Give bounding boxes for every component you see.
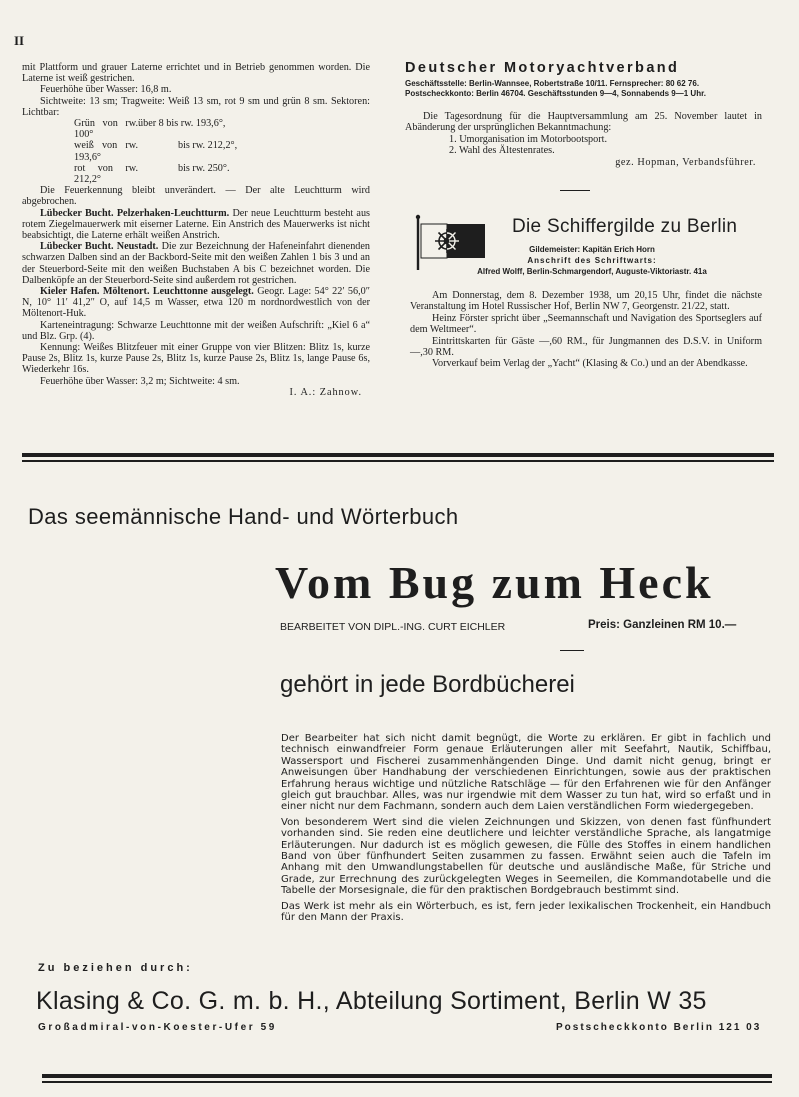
gildemeister: Gildemeister: Kapitän Erich Horn (529, 245, 655, 254)
sector-row (22, 140, 370, 162)
sector-cell: Grün von rw. 100° (74, 118, 138, 141)
gilde-anschrift-label: Anschrift des Schriftwarts: (527, 256, 657, 265)
notice-paragraph (22, 286, 370, 320)
separator-rule (22, 460, 774, 462)
notice-text: Die zur Bezeichnung der Hafeneinfahrt dienenden schwarzen Dalben sind an der Backbord-Seite mit den weißen Zahlen 1 bis 3 und an der Steuerbord-Seite mit den weißen Buchstaben A bis C bezeichnet worden. Die Dalbenköpfe an der Steuerbord-Seite sind außerdem rot gestrichen. (22, 241, 370, 286)
sector-cell: bis rw. 250°. (178, 162, 230, 174)
divider (560, 650, 584, 651)
ad-heading: Das seemännische Hand- und Wörterbuch (28, 504, 459, 529)
bottom-rule (42, 1074, 772, 1078)
description-paragraph: Das Werk ist mehr als ein Wörterbuch, es ist, fern jeder lexikalischen Trockenheit, ein Handbuch für den Mann der Praxis. (281, 900, 771, 924)
gilde-text: Am Donnerstag, dem 8. Dezember 1938, um 20,15 Uhr, findet die nächste Veranstaltung im Hotel Russischer Hof, Berlin NW 7, Georgenstr. 21/22, statt. (410, 290, 762, 313)
gilde-contact (412, 244, 772, 277)
notice-heading: Lübecker Bucht. Neustadt. (40, 241, 159, 253)
notice-text: mit Plattform und grauer Laterne errichtet und in Betrieb genommen worden. Die Laterne ist weiß gestrichen. (22, 62, 370, 85)
dmyv-agenda-item: 1. Umorganisation im Motorbootsport. (449, 133, 607, 145)
notice-text: Karteneintragung: Schwarze Leuchttonne mit der weißen Aufschrift: „Kiel 6 a“ und Blz. Grp. (4). (22, 319, 370, 342)
notice-text: Sichtweite: 13 sm; Tragweite: Weiß 13 sm, rot 9 sm und grün 8 sm. Sektoren: Lichtbar: (22, 95, 370, 118)
sector-cell: über 8 bis rw. 193,6°, (138, 118, 226, 130)
notice-text: Geogr. Lage: 54° 22′ 56,0″ N, 10° 11′ 41,2″ O, auf 14,5 m Wasser, etwa 120 m nordnordwestlich von der Möltenort-Huk. (22, 286, 371, 320)
dmyv-signature: gez. Hopman, Verbandsführer. (615, 156, 756, 168)
dmyv-agenda-item: 2. Wahl des Ältestenrates. (449, 145, 555, 157)
page-number: II (14, 33, 25, 48)
signature: I. A.: Zahnow. (289, 386, 362, 398)
ordering-label: Zu beziehen durch: (38, 962, 193, 974)
book-price: Preis: Ganzleinen RM 10.— (588, 619, 737, 631)
dmyv-notice (405, 60, 762, 168)
description-paragraph: Von besonderem Wert sind die vielen Zeichnungen und Skizzen, von denen fast fünfhundert vorhanden sind. Sie reden eine deutlichere und leichter verständliche Sprache, als langatmige Erläuterungen. Nur dadurch ist es möglich gewesen, die Fülle des Stoffes in einem handlichen Band von über fünfhundert Seiten zusammen zu fassen. Erwähnt seien auch die Tafeln im Anhang mit den Umwandlungstabellen für deutsche und ausländische Maße, für Striche und Grade, zur Errechnung des zurückgelegten Weges in Seemeilen, die Kommandotabelle und die Tabelle der Morsesignale, die für den praktischen Bordgebrauch bestimmt sind. (281, 816, 771, 897)
notice-text: Der neue Leuchtturm besteht aus rotem Ziegelmauerwerk mit eiserner Laterne. Ein Anstrich des Mauerwerks ist nicht beabsichtigt, die Laterne erhält weißen Anstrich. (22, 207, 370, 242)
dmyv-account: Postscheckkonto: Berlin 46704. Geschäftsstunden 9—4, Sonnabends 9—1 Uhr. (405, 89, 706, 98)
gilde-text: Vorverkauf beim Verlag der „Yacht“ (Klasing & Co.) und an der Abendkasse. (432, 358, 748, 370)
dmyv-title: Deutscher Motoryachtverband (405, 60, 680, 76)
gilde-title: Die Schiffergilde zu Berlin (512, 216, 738, 237)
notice-text: Feuerhöhe über Wasser: 3,2 m; Sichtweite: 4 sm. (40, 375, 240, 387)
sector-row (22, 163, 370, 185)
description-paragraph: Der Bearbeiter hat sich nicht damit begnügt, die Worte zu erklären. Er gibt in fachlich und technisch einwandfreier Form genaue Erläuterungen aller mit Seefahrt, Nautik, Schiffbau, Wassersport und Fischerei zusammenhängenden Dinge. Und damit nicht genug, bringt er Anweisungen über Handhabung der verschiedenen Einrichtungen, sowie aus der praktischen Erfahrung heraus wichtige und nützliche Ratschläge — für den Erfahrenen wie für den Anfänger gleich gut brauchbar. Alles, was nur irgendwie mit dem Wasser zu tun hat, wird so erfaßt und in einer nicht nur dem Fachmann, sondern auch dem Laien verständlichen Form wiedergegeben. (281, 733, 771, 813)
dmyv-text: Die Tagesordnung für die Hauptversammlung am 25. November lautet in Abänderung der ursprünglichen Bekanntmachung: (405, 111, 762, 134)
notice-heading: Kieler Hafen. Möltenort. Leuchttonne ausgelegt. (40, 286, 254, 298)
book-description (281, 733, 771, 924)
notice-text: Die Feuerkennung bleibt unverändert. — Der alte Leuchtturm wird abgebrochen. (22, 185, 370, 208)
nautical-notices-column (22, 62, 370, 398)
notice-text: Kennung: Weißes Blitzfeuer mit einer Gruppe von vier Blitzen: Blitz 1s, kurze Pause 2s, Blitz 1s, kurze Pause 2s, Blitz 1s, kurze Pause 2s, Blitz 1s, lange Pause 6s, Wiederkehr 16s. (22, 342, 370, 376)
book-title: Vom Bug zum Heck (275, 557, 714, 608)
ad-tagline: gehört in jede Bordbücherei (280, 671, 575, 698)
bottom-rule (42, 1081, 772, 1083)
notice-heading: Lübecker Bucht. Pelzerhaken-Leuchtturm. (40, 207, 230, 219)
publisher-account: Postscheckkonto Berlin 121 03 (556, 1022, 762, 1033)
notice-text: Feuerhöhe über Wasser: 16,8 m. (40, 84, 172, 96)
gilde-text: Heinz Förster spricht über „Seemannschaft und Navigation des Sportseglers auf dem Weltmeer“. (410, 312, 762, 336)
gilde-address: Alfred Wolff, Berlin-Schmargendorf, Auguste-Viktoriastr. 41a (477, 267, 707, 276)
publisher-street: Großadmiral-von-Koester-Ufer 59 (38, 1022, 277, 1033)
book-editor: BEARBEITET VON DIPL.-ING. CURT EICHLER (280, 621, 506, 633)
sector-row (22, 118, 370, 140)
sector-cell: weiß von rw. 193,6° (74, 140, 138, 163)
separator-rule (22, 453, 774, 457)
divider (560, 190, 590, 191)
notice-paragraph (22, 208, 370, 242)
gilde-notice (410, 290, 762, 370)
dmyv-address: Geschäftsstelle: Berlin-Wannsee, Robertstraße 10/11. Fernsprecher: 80 62 76. (405, 79, 700, 88)
notice-paragraph (22, 241, 370, 286)
sector-cell: rot von rw. 212,2° (74, 162, 138, 186)
sector-cell: bis rw. 212,2°, (178, 140, 238, 152)
publisher-name: Klasing & Co. G. m. b. H., Abteilung Sortiment, Berlin W 35 (36, 987, 707, 1015)
gilde-text: Eintrittskarten für Gäste —,60 RM., für Jungmannen des D.S.V. in Uniform —,30 RM. (410, 335, 762, 359)
